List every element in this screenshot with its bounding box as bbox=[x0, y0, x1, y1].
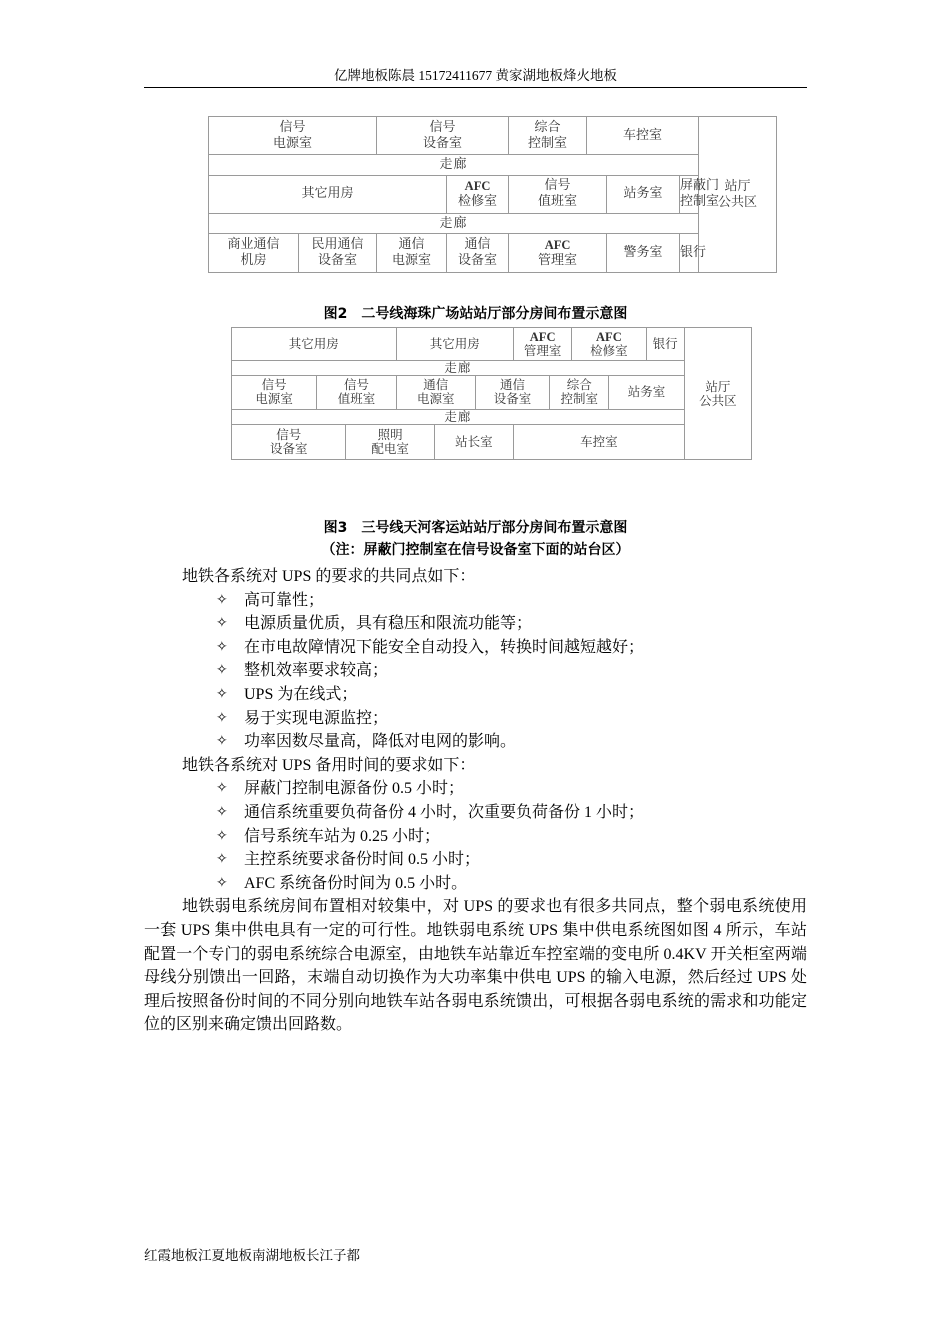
list-item: ✧ 信号系统车站为 0.25 小时； bbox=[144, 825, 807, 849]
room-cell bbox=[396, 328, 513, 361]
list-item: ✧ 整机效率要求较高； bbox=[144, 659, 807, 683]
room-label-line: 站长室 bbox=[455, 433, 493, 449]
room-label-line: 银行 bbox=[680, 245, 707, 261]
room-label-line: 电源室 bbox=[255, 391, 293, 407]
room-cell bbox=[607, 175, 680, 213]
list-item: ✧ 功率因数尽量高，降低对电网的影响。 bbox=[144, 730, 807, 754]
figure2-room-layout bbox=[208, 116, 777, 273]
figure3-room-layout bbox=[231, 327, 752, 460]
room-cell bbox=[232, 328, 397, 361]
figure3-note: （注：屏蔽门控制室在信号设备室下面的站台区） bbox=[321, 542, 630, 558]
room-label-line: 通信 bbox=[500, 377, 526, 393]
room-label-line: 值班室 bbox=[538, 194, 578, 210]
room-cell bbox=[434, 424, 513, 459]
room-label-line: 信号 bbox=[544, 178, 571, 194]
ups-common-list bbox=[144, 589, 807, 754]
room-label-line: 民用通信 bbox=[311, 237, 364, 253]
room-cell bbox=[377, 117, 509, 155]
room-cell bbox=[550, 376, 609, 409]
room-label-line: 综合 bbox=[534, 119, 561, 135]
list-item: ✧ 电源质量优质，具有稳压和限流功能等； bbox=[144, 612, 807, 636]
room-cell bbox=[572, 328, 646, 361]
room-cell bbox=[232, 424, 346, 459]
room-label-line: 管理室 bbox=[538, 253, 578, 269]
page-footer: 红霞地板江夏地板南湖地板长江子都 bbox=[144, 1248, 360, 1263]
room-cell bbox=[209, 234, 299, 273]
room-label-line: 站厅 bbox=[724, 178, 751, 194]
list-item: ✧ 高可靠性； bbox=[144, 589, 807, 613]
room-label-line: 商业通信 bbox=[227, 237, 280, 253]
room-cell bbox=[346, 424, 434, 459]
room-label-line: 设备室 bbox=[423, 135, 463, 151]
room-label-line: AFC bbox=[544, 238, 571, 253]
room-cell bbox=[209, 117, 377, 155]
room-cell bbox=[607, 234, 680, 273]
room-label-line: 控制室 bbox=[528, 135, 568, 151]
room-label-line: 信号 bbox=[261, 377, 287, 393]
room-cell bbox=[587, 117, 699, 155]
list-item: ✧ 通信系统重要负荷备份 4 小时，次重要负荷备份 1 小时； bbox=[144, 801, 807, 825]
corridor-cell: 走廊 bbox=[209, 214, 699, 234]
list-item: ✧ 屏蔽门控制电源备份 0.5 小时； bbox=[144, 777, 807, 801]
figure2-caption: 图2 二号线海珠广场站站厅部分房间布置示意图 bbox=[323, 306, 628, 322]
list-item: ✧ 易于实现电源监控； bbox=[144, 707, 807, 731]
side-cell bbox=[684, 328, 751, 460]
room-cell bbox=[396, 376, 475, 409]
room-label-line: AFC bbox=[464, 179, 491, 194]
diamond-bullet-icon: ✧ bbox=[216, 803, 228, 820]
room-label-line: 控制室 bbox=[560, 391, 599, 407]
diamond-bullet-icon: ✧ bbox=[216, 851, 228, 868]
page-header: 亿牌地板陈晨 15172411677 黄家湖地板烽火地板 bbox=[334, 68, 617, 83]
room-cell bbox=[514, 328, 572, 361]
room-label-line: 信号 bbox=[343, 377, 369, 393]
list-item: ✧ 在市电故障情况下能安全自动投入，转换时间越短越好； bbox=[144, 636, 807, 660]
room-cell bbox=[509, 234, 607, 273]
list-item: ✧ AFC 系统备份时间为 0.5 小时。 bbox=[144, 872, 807, 896]
diamond-bullet-icon: ✧ bbox=[216, 615, 228, 632]
room-label-line: 配电室 bbox=[371, 440, 409, 456]
room-label-line: 机房 bbox=[240, 253, 267, 269]
room-cell bbox=[680, 175, 720, 213]
room-label-line: 综合 bbox=[566, 377, 592, 393]
diamond-bullet-icon: ✧ bbox=[216, 685, 228, 702]
room-cell bbox=[299, 234, 377, 273]
diamond-bullet-icon: ✧ bbox=[216, 709, 228, 726]
room-label-line: AFC bbox=[529, 330, 556, 345]
room-cell bbox=[447, 234, 509, 273]
room-label-line: 其它用房 bbox=[301, 186, 354, 202]
room-cell bbox=[509, 117, 587, 155]
room-label-line: 检修室 bbox=[458, 194, 498, 210]
room-label-line: 设备室 bbox=[318, 253, 358, 269]
room-label-line: 信号 bbox=[276, 426, 302, 442]
ups-central-supply-paragraph: 地铁弱电系统房间布置相对较集中，对 UPS 的要求也有很多共同点，整个弱电系统使用一套 UPS 集中供电具有一定的可行性。地铁弱电系统 UPS 集中供电系统图如图 4 所示，车站配置一个专门的弱电系统综合电源室，由地铁车站靠近车控室端的变电所 0.4KV 开关柜室两端母线分别馈出一回路，末端自动切换作为大功率集中供电 UPS 的输入电源，然后经过 UPS 处理后按照备份时间的不同分别向地铁车站各弱电系统馈出，可根据各弱电系统的需求和功能定位的区别来确定馈出回路数。 bbox=[144, 898, 807, 1034]
diamond-bullet-icon: ✧ bbox=[216, 733, 228, 750]
room-cell bbox=[447, 175, 509, 213]
room-label-line: 屏蔽门 bbox=[680, 178, 720, 194]
corridor-cell: 走廊 bbox=[209, 155, 699, 175]
room-label-line: 其它用房 bbox=[288, 336, 339, 352]
room-cell bbox=[509, 175, 607, 213]
room-label-line: 通信 bbox=[464, 237, 491, 253]
room-label-line: 信号 bbox=[279, 119, 306, 135]
room-label-line: 电源室 bbox=[273, 135, 313, 151]
room-label-line: 设备室 bbox=[493, 391, 532, 407]
room-cell bbox=[317, 376, 396, 409]
room-label-line: 车控室 bbox=[623, 127, 663, 143]
room-cell bbox=[646, 328, 684, 361]
ups-backup-list bbox=[144, 777, 807, 895]
room-cell bbox=[475, 376, 549, 409]
diamond-bullet-icon: ✧ bbox=[216, 662, 228, 679]
room-label-line: 通信 bbox=[423, 377, 449, 393]
corridor-cell: 走廊 bbox=[232, 409, 685, 424]
room-label-line: 车控室 bbox=[580, 433, 618, 449]
list-item: ✧ 主控系统要求备份时间 0.5 小时； bbox=[144, 848, 807, 872]
ups-backup-intro: 地铁各系统对 UPS 备用时间的要求如下： bbox=[182, 756, 476, 774]
room-label-line: 电源室 bbox=[416, 391, 455, 407]
room-label-line: 检修室 bbox=[590, 343, 628, 359]
header-rule bbox=[144, 87, 807, 88]
room-label-line: 公共区 bbox=[699, 392, 737, 408]
room-label-line: 信号 bbox=[429, 119, 456, 135]
room-label-line: 银行 bbox=[652, 336, 678, 352]
room-label-line: 照明 bbox=[377, 426, 403, 442]
room-label-line: 控制室 bbox=[680, 194, 720, 210]
diamond-bullet-icon: ✧ bbox=[216, 591, 228, 608]
room-label-line: AFC bbox=[596, 330, 622, 345]
list-item: ✧ UPS 为在线式； bbox=[144, 683, 807, 707]
room-label-line: 通信 bbox=[398, 237, 425, 253]
diamond-bullet-icon: ✧ bbox=[216, 874, 228, 891]
room-label-line: 设备室 bbox=[458, 253, 498, 269]
ups-common-intro: 地铁各系统对 UPS 的要求的共同点如下： bbox=[182, 568, 476, 585]
room-cell bbox=[232, 376, 317, 409]
corridor-cell: 走廊 bbox=[232, 361, 685, 376]
room-label-line: 站厅 bbox=[705, 378, 731, 394]
diamond-bullet-icon: ✧ bbox=[216, 638, 228, 655]
room-label-line: 站务室 bbox=[627, 384, 666, 400]
room-label-line: 警务室 bbox=[623, 245, 663, 261]
figure3-caption: 图3 三号线天河客运站站厅部分房间布置示意图 bbox=[323, 520, 628, 536]
room-label-line: 公共区 bbox=[718, 194, 758, 210]
room-label-line: 值班室 bbox=[337, 391, 376, 407]
room-cell bbox=[514, 424, 685, 459]
diamond-bullet-icon: ✧ bbox=[216, 780, 228, 797]
room-cell bbox=[377, 234, 447, 273]
room-label-line: 站务室 bbox=[623, 186, 663, 202]
room-cell bbox=[680, 234, 707, 273]
room-label-line: 其它用房 bbox=[429, 336, 480, 352]
room-cell bbox=[209, 175, 447, 213]
room-label-line: 设备室 bbox=[269, 440, 308, 456]
room-label-line: 管理室 bbox=[523, 343, 562, 359]
room-cell bbox=[609, 376, 684, 409]
diamond-bullet-icon: ✧ bbox=[216, 827, 228, 844]
body-section bbox=[144, 565, 807, 1037]
room-label-line: 电源室 bbox=[392, 253, 432, 269]
